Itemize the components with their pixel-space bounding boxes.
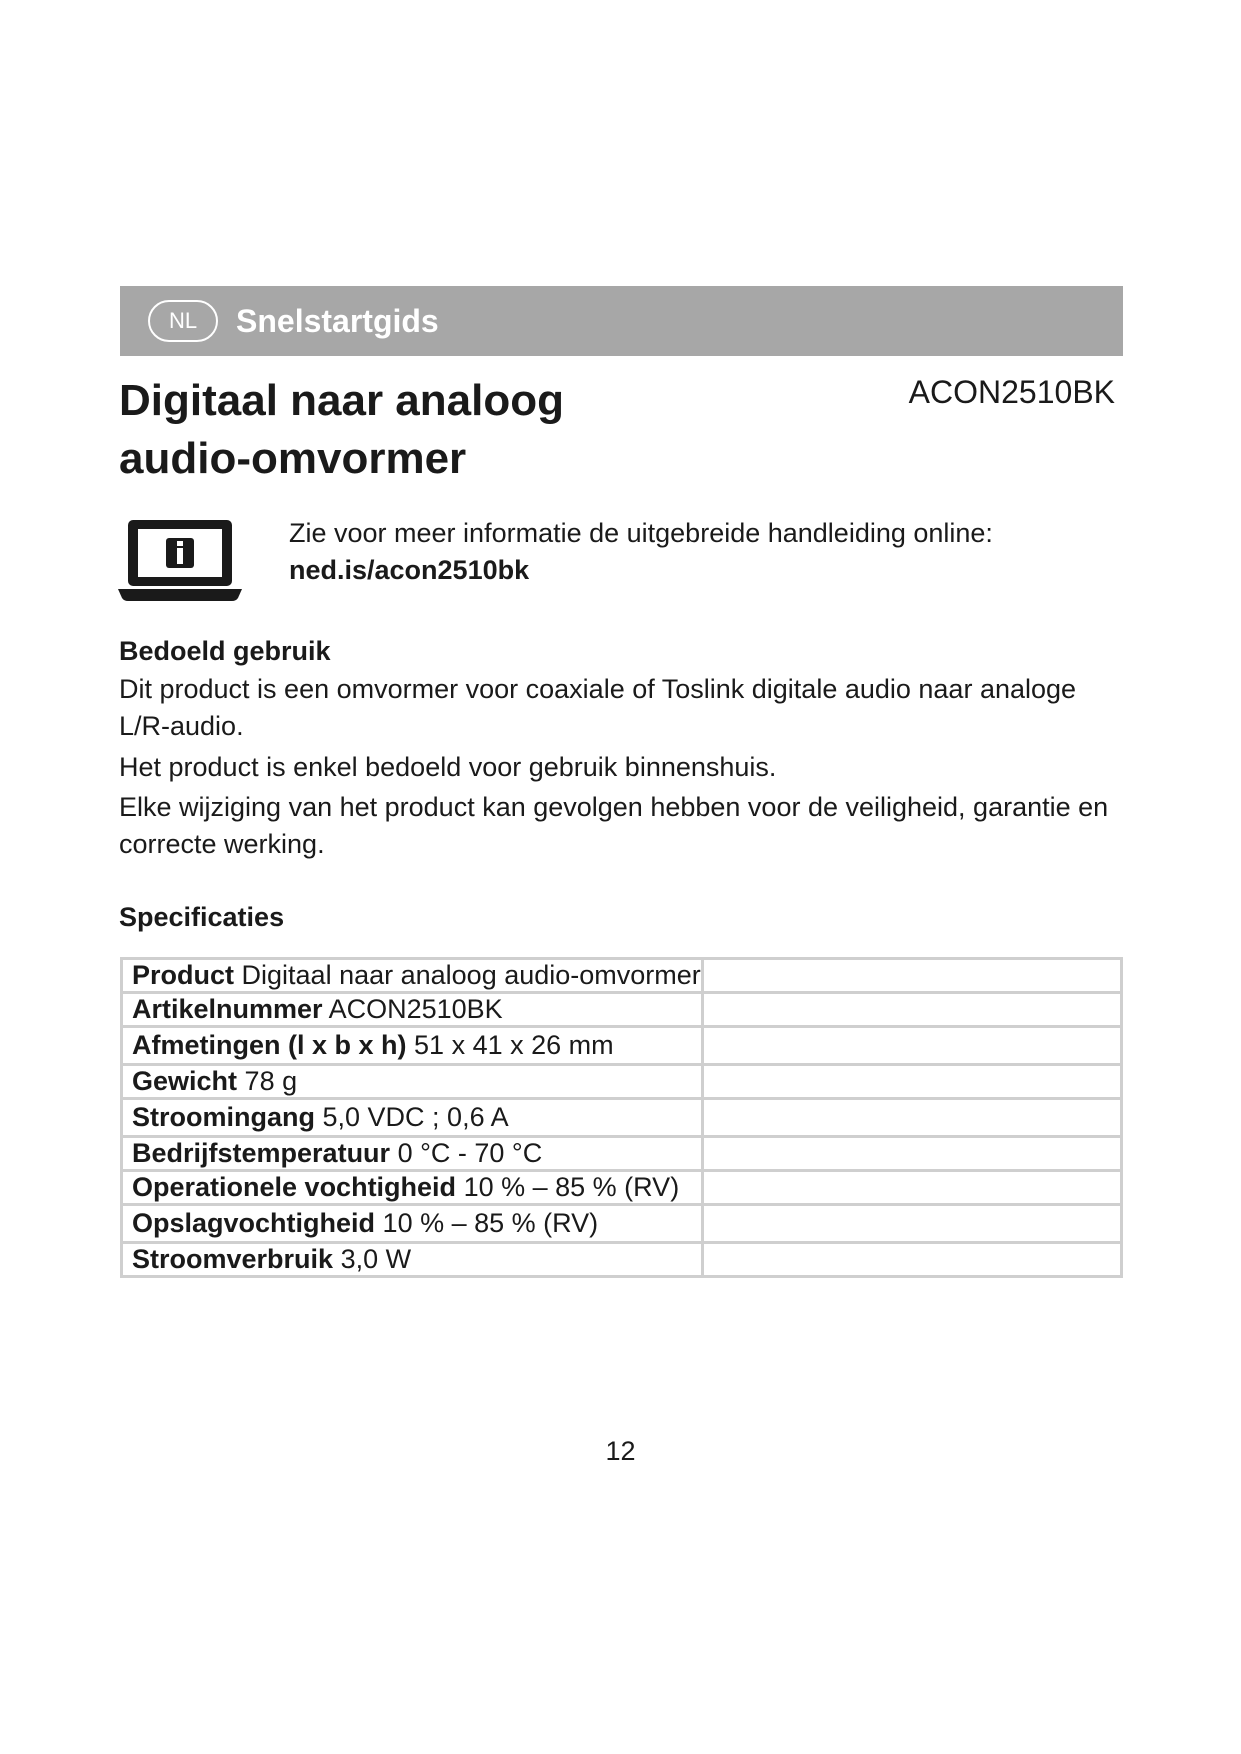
- spec-cell-empty: [702, 1137, 1121, 1171]
- spec-label: Artikelnummer: [132, 994, 323, 1024]
- spec-cell-empty: [702, 1065, 1121, 1099]
- table-row: [122, 993, 1122, 1027]
- header-title: Snelstartgids: [236, 302, 439, 339]
- language-badge: NL: [148, 300, 218, 342]
- spec-cell-empty: [702, 1205, 1121, 1243]
- spec-value: 51 x 41 x 26 mm: [414, 1030, 614, 1060]
- specifications-heading: Specificaties: [119, 902, 285, 932]
- intended-use-paragraph: Elke wijziging van het product kan gevolgen hebben voor de veiligheid, garantie en correcte werking.: [119, 792, 1109, 859]
- intended-use-heading: Bedoeld gebruik: [119, 636, 331, 666]
- spec-cell-empty: [702, 1099, 1121, 1137]
- table-row: [122, 1243, 1122, 1277]
- spec-cell-empty: [702, 1243, 1121, 1277]
- info-block: [289, 515, 993, 589]
- document-title: [119, 372, 819, 488]
- page-number: 12: [605, 1436, 636, 1466]
- title-line-2: audio-omvormer: [119, 434, 467, 483]
- spec-cell: [122, 1243, 703, 1277]
- spec-cell-empty: [702, 1171, 1121, 1205]
- spec-label: Gewicht: [132, 1066, 238, 1096]
- table-row: [122, 1137, 1122, 1171]
- spec-label: Stroomingang: [132, 1102, 315, 1132]
- spec-label: Afmetingen (l x b x h): [132, 1030, 407, 1060]
- spec-cell-empty: [702, 993, 1121, 1027]
- intended-use-paragraph: Het product is enkel bedoeld voor gebruik binnenshuis.: [119, 752, 777, 782]
- table-row: [122, 1205, 1122, 1243]
- spec-cell: [122, 959, 703, 993]
- spec-cell: [122, 1027, 703, 1065]
- table-row: [122, 1171, 1122, 1205]
- spec-label: Opslagvochtigheid: [132, 1208, 376, 1238]
- spec-value: 3,0 W: [340, 1244, 412, 1274]
- table-row: [122, 959, 1122, 993]
- spec-value: 78 g: [244, 1066, 298, 1096]
- intended-use-paragraph: Dit product is een omvormer voor coaxiale of Toslink digitale audio naar analoge L/R-audio.: [119, 674, 1077, 741]
- spec-value: Digitaal naar analoog audio-omvormer: [241, 960, 701, 990]
- spec-label: Bedrijfstemperatuur: [132, 1138, 391, 1168]
- spec-label: Product: [132, 960, 235, 990]
- spec-cell: [122, 1065, 703, 1099]
- spec-cell: [122, 1205, 703, 1243]
- spec-value: 10 % – 85 % (RV): [463, 1172, 680, 1202]
- manual-link[interactable]: ned.is/acon2510bk: [289, 555, 530, 585]
- spec-cell: [122, 1137, 703, 1171]
- spec-cell: [122, 1171, 703, 1205]
- model-code: ACON2510BK: [908, 374, 1115, 410]
- table-row: [122, 1099, 1122, 1137]
- spec-label: Stroomverbruik: [132, 1244, 334, 1274]
- spec-value: 0 °C - 70 °C: [397, 1138, 543, 1168]
- title-line-1: Digitaal naar analoog: [119, 376, 564, 425]
- spec-label: Operationele vochtigheid: [132, 1172, 457, 1202]
- spec-cell: [122, 1099, 703, 1137]
- table-row: [122, 1065, 1122, 1099]
- spec-cell-empty: [702, 959, 1121, 993]
- specifications-table: [120, 957, 1123, 1278]
- table-row: [122, 1027, 1122, 1065]
- header-bar: [120, 286, 1123, 356]
- spec-value: 10 % – 85 % (RV): [382, 1208, 599, 1238]
- spec-cell: [122, 993, 703, 1027]
- laptop-info-icon: [118, 518, 242, 602]
- spec-value: 5,0 VDC ; 0,6 A: [322, 1102, 509, 1132]
- info-text: Zie voor meer informatie de uitgebreide handleiding online:: [289, 518, 993, 548]
- spec-cell-empty: [702, 1027, 1121, 1065]
- spec-value: ACON2510BK: [328, 994, 503, 1024]
